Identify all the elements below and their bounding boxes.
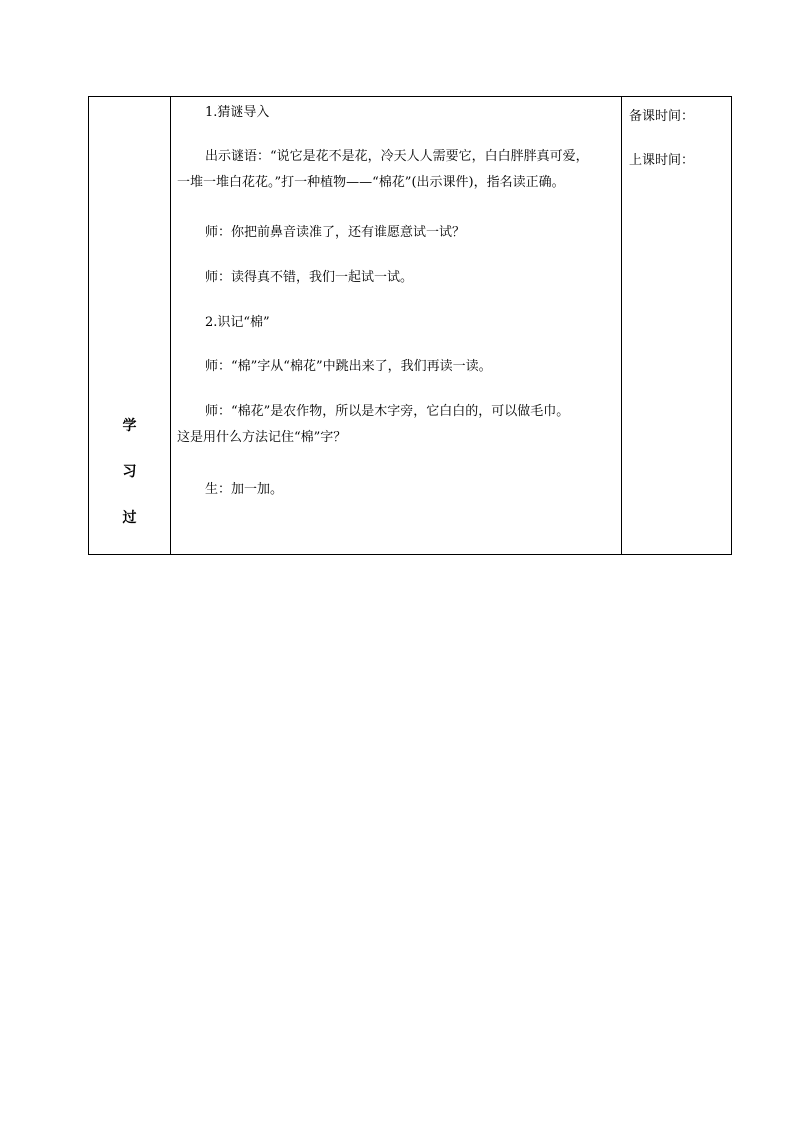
- teacher-line-2: 师：读得真不错，我们一起试一试。: [205, 270, 414, 285]
- teacher-paragraph-4: [177, 399, 615, 451]
- riddle-line-2: 一堆一堆白花花。”打一种植物——“棉花”(出示课件)，指名读正确。: [177, 175, 565, 190]
- time-notes-column: [622, 97, 732, 554]
- section-label-char-guo: 过: [122, 510, 137, 526]
- student-line-1: 生：加一加。: [205, 482, 284, 497]
- class-time-label: 上课时间：: [629, 153, 695, 168]
- teacher-line-1: 师：你把前鼻音读准了，还有谁愿意试一试？: [205, 225, 466, 240]
- section-label-char-xi: 习: [122, 464, 137, 480]
- prep-time-label: 备课时间：: [629, 109, 695, 124]
- lesson-content-column: [171, 97, 621, 554]
- riddle-line-1: 出示谜语：“说它是花不是花，冷天人人需要它，白白胖胖真可爱，: [205, 149, 589, 164]
- lesson-plan-table: [88, 96, 732, 555]
- section2-title: 2.识记“棉”: [205, 315, 270, 330]
- riddle-paragraph: [177, 144, 615, 196]
- section1-title: 1.猜谜导入: [205, 105, 270, 120]
- section-label-char-xue: 学: [122, 418, 137, 434]
- teacher4-line-1: 师：“棉花”是农作物，所以是木字旁，它白白的，可以做毛巾。: [205, 404, 570, 419]
- section-label-column: [89, 97, 170, 554]
- teacher4-line-2: 这是用什么方法记住“棉”字？: [177, 430, 347, 445]
- teacher-line-3: 师：“棉”字从“棉花”中跳出来了，我们再读一读。: [205, 359, 492, 374]
